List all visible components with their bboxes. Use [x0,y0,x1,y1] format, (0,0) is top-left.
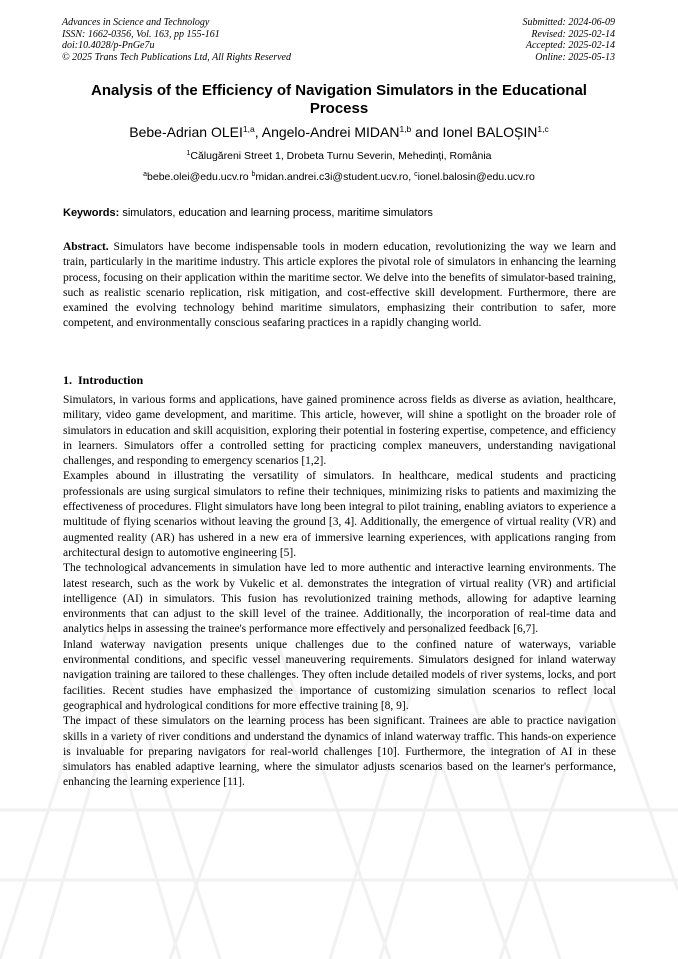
paragraph: Examples abound in illustrating the versatility of simulators. In healthcare, medical students and practicing professionals are using surgical simulators to refine their techniques, minimizing risks to patients and maximizing the effectiveness of procedures. Flight simulators have long been integral to pilot training, enabling aviators to experience a multitude of flying scenarios without leaving the ground [3, 4]. Additionally, the emergence of virtual reality (VR) and augmented reality (AR) has ushered in a new era of immersive learning experiences, with applications ranging from architectural design to automotive engineering [5]. [63,470,616,559]
journal-header-left [62,17,291,63]
journal-issn: ISSN: 1662-0356, Vol. 163, pp 155-161 [62,28,220,40]
journal-copyright: © 2025 Trans Tech Publications Ltd, All Rights Reserved [62,51,291,63]
email-link[interactable]: bebe.olei@edu.ucv.ro [147,171,249,183]
author-name: Angelo-Andrei MIDAN [261,124,400,140]
section-heading-introduction [63,373,143,387]
accepted-date: Accepted: 2025-02-14 [525,40,615,51]
journal-header-right [523,17,616,63]
keywords-text: simulators, education and learning process, maritime simulators [122,207,433,219]
section-title: Introduction [78,373,144,387]
online-date: Online: 2025-05-13 [535,51,615,63]
email-marker: a [143,171,148,178]
author-separator: , [254,124,262,140]
author-affiliation-marker: 1,a [242,124,255,134]
journal-name: Advances in Science and Technology [62,17,210,28]
keywords-label: Keywords: [63,207,120,219]
paragraph: The impact of these simulators on the learning process has been significant. Trainees are able to practice navigation skills in a variety of river conditions and understand the dynamics of inland waterway traffic. This hands-on experience is invaluable for preparing navigators for real-world challenges [10]. Furthermore, the integration of AI in these simulators has enabled adaptive learning, where the simulator adjusts scenarios based on the learner's performance, enhancing the learning experience [11]. [63,715,616,789]
author-emails [40,171,638,184]
email-marker: b [251,171,256,178]
revised-date: Revised: 2025-02-14 [531,28,615,40]
author-affiliation-marker: 1,c [537,124,549,134]
submitted-date: Submitted: 2024-06-09 [522,17,615,28]
affiliation [40,150,638,163]
abstract-text: Simulators have become indispensable tools in modern education, revolutionizing the way we learn and train, particularly in the maritime industry. This article explores the pivotal role of simulators in enhancing the learning process, focusing on their application within the maritime sector. We delve into the benefits of simulator-based training, such as realistic scenario replication, risk mitigation, and cost-effective skill development. Furthermore, there are examined the evolving technology behind maritime simulators, emphasizing their contribution to safer, more competent, and environmentally conscious seafaring practices in a rapidly changing world. [63,241,616,330]
author-name: Bebe-Adrian OLEI [129,124,243,140]
introduction-body [63,393,616,791]
author-affiliation-marker: 1,b [399,124,412,134]
email-link[interactable]: ionel.balosin@edu.ucv.ro [417,171,535,183]
email-link[interactable]: midan.andrei.c3i@student.ucv.ro, [255,171,412,183]
author-name: Ionel BALOȘIN [442,124,538,140]
author-separator: and [411,124,443,140]
paragraph: The technological advancements in simulation have led to more authentic and interactive learning environments. The latest research, such as the work by Vukelic et al. demonstrates the integration of virtual reality (VR) and artificial intelligence (AI) in simulators. This fusion has revolutionized training methods, allowing for adaptive learning environments that can adjust to the skill level of the trainee. Additionally, the incorporation of real-time data and analytics helps in assessing the trainee's performance more effectively and personalized feedback [6,7]. [63,562,616,636]
abstract [63,240,616,332]
affiliation-marker: 1 [186,150,191,157]
affiliation-text: Călugăreni Street 1, Drobeta Turnu Severin, Mehedinți, România [190,150,492,162]
author-list [40,124,638,140]
keywords [63,206,619,220]
paragraph: Inland waterway navigation presents unique challenges due to the confined nature of waterways, variable environmental conditions, and specific vessel maneuvering requirements. Simulators designed for inland waterway navigation training are tailored to these challenges. They often include detailed models of river systems, locks, and port facilities. Recent studies have emphasized the importance of customizing simulation scenarios to reflect local geographical and hydrological conditions for more effective training [8, 9]. [63,638,616,712]
abstract-label: Abstract. [63,241,109,253]
paragraph: Simulators, in various forms and applications, have gained prominence across fields as diverse as aviation, healthcare, military, video game development, and maritime. This article, however, will shine a spotlight on the broader role of simulators in education and skill acquisition, exploring their potential in fostering expertise, competence, and efficiency in learners. Simulators offer a controlled setting for practicing complex maneuvers, understanding navigational challenges, and responding to emergency scenarios [1,2]. [63,394,616,468]
paper-title: Analysis of the Efficiency of Navigation Simulators in the Educational Process [91,82,587,117]
email-marker: c [414,171,418,178]
journal-doi[interactable]: doi:10.4028/p-PnGe7u [62,40,155,51]
section-number: 1. [63,373,72,387]
